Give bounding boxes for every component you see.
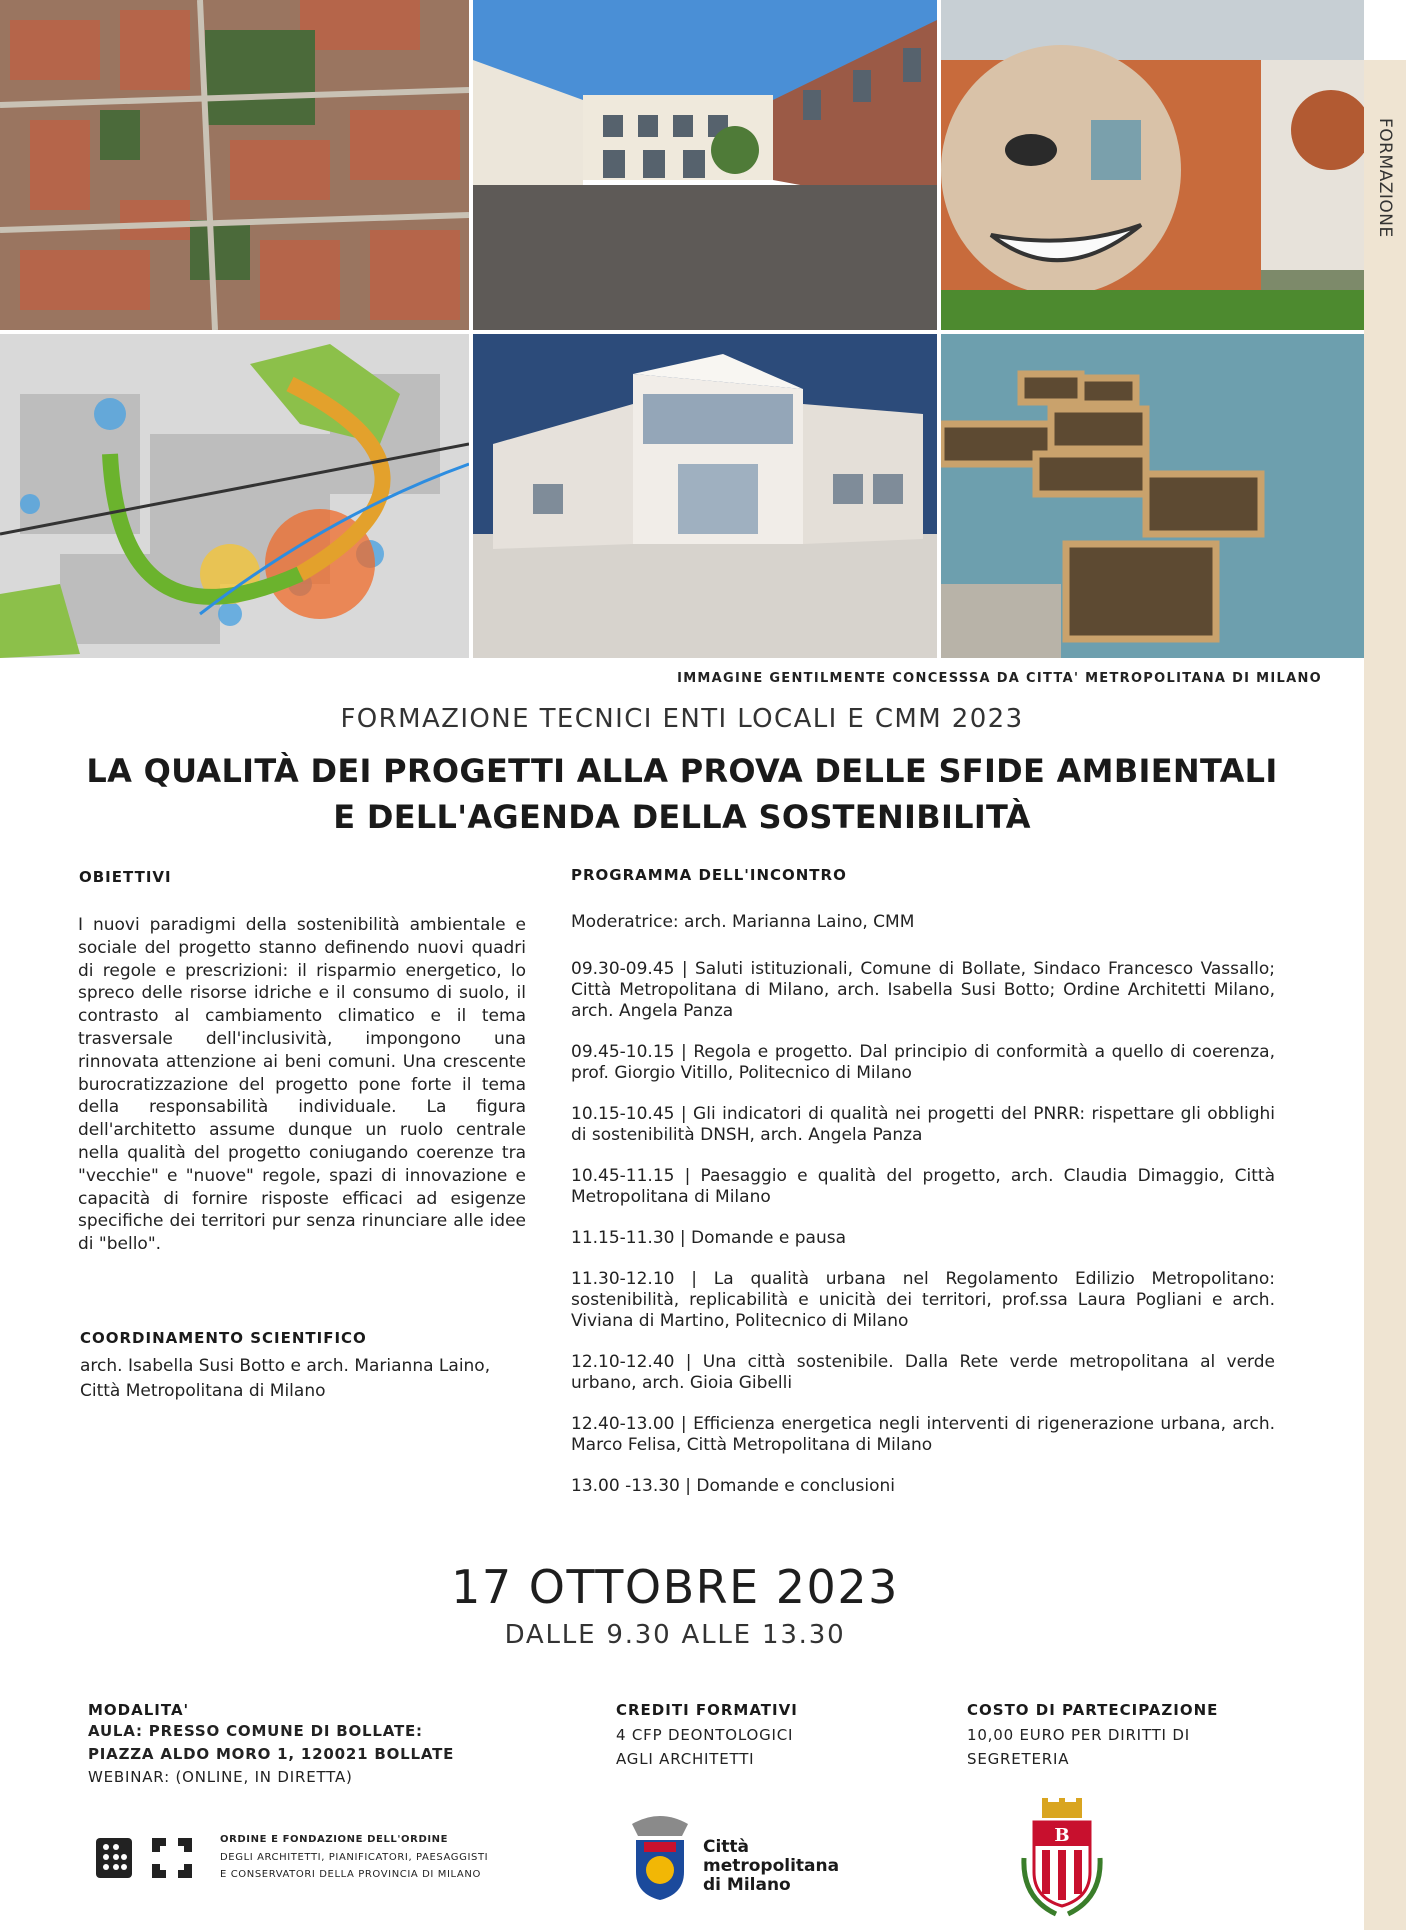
- modalita-line-2: PIAZZA ALDO MORO 1, 120021 BOLLATE: [88, 1745, 455, 1763]
- costo-line-2: SEGRETERIA: [967, 1750, 1070, 1768]
- program-item: 13.00 -13.30 | Domande e conclusioni: [571, 1476, 896, 1496]
- modalita-line-1: AULA: PRESSO COMUNE DI BOLLATE:: [88, 1722, 423, 1740]
- comune-bollate-crest: [1016, 1798, 1108, 1920]
- aerial-photo: [0, 0, 469, 330]
- program-item: 12.10-12.40 | Una città sostenibile. Dalla Rete verde metropolitana al verde urbano, arch. Gioia Gibelli: [571, 1352, 1275, 1393]
- coordination-heading: COORDINAMENTO SCIENTIFICO: [80, 1329, 367, 1347]
- title-line-1: LA QUALITÀ DEI PROGETTI ALLA PROVA DELLE SFIDE AMBIENTALI: [86, 752, 1278, 790]
- modalita-line-3: WEBINAR: (ONLINE, IN DIRETTA): [88, 1768, 353, 1786]
- building-render: [473, 334, 937, 658]
- program-item: 12.40-13.00 | Efficienza energetica negli interventi di rigenerazione urbana, arch. Marco Felisa, Città Metropolitana di Milano: [571, 1414, 1275, 1455]
- citta-metropolitana-crest: [624, 1812, 696, 1902]
- program-list: [571, 912, 1275, 1517]
- crediti-heading: CREDITI FORMATIVI: [616, 1701, 798, 1719]
- crediti-line-1: 4 CFP DEONTOLOGICI: [616, 1726, 794, 1744]
- program-item: 11.30-12.10 | La qualità urbana nel Regolamento Edilizio Metropolitano: sostenibilità, replicabilità e unicità dei territori, prof.ssa Laura Pogliani e arch. Viviana di Martino, Politecnico di Milano: [571, 1269, 1275, 1331]
- program-heading: PROGRAMMA DELL'INCONTRO: [571, 866, 847, 884]
- program-item: 09.30-09.45 | Saluti istituzionali, Comune di Bollate, Sindaco Francesco Vassallo; Città Metropolitana di Milano, arch. Isabella Susi Botto; Ordine Architetti Milano, arch. Angela Panza: [571, 959, 1275, 1021]
- cmm-text-line-3: di Milano: [703, 1875, 791, 1895]
- coordination-text: arch. Isabella Susi Botto e arch. Marianna Laino, Città Metropolitana di Milano: [80, 1356, 491, 1401]
- title-line-2: E DELL'AGENDA DELLA SOSTENIBILITÀ: [333, 798, 1031, 836]
- crediti-line-2: AGLI ARCHITETTI: [616, 1750, 755, 1768]
- side-label: FORMAZIONE: [1375, 118, 1395, 238]
- event-subtitle: FORMAZIONE TECNICI ENTI LOCALI E CMM 2023: [340, 704, 1024, 734]
- event-date: 17 OTTOBRE 2023: [451, 1560, 899, 1614]
- cmm-text-line-1: Città: [703, 1837, 750, 1857]
- costo-line-1: 10,00 EURO PER DIRITTI DI: [967, 1726, 1190, 1744]
- floating-gardens-photo: [941, 334, 1364, 658]
- program-item: 11.15-11.30 | Domande e pausa: [571, 1228, 847, 1248]
- cmm-text-line-2: metropolitana: [703, 1856, 840, 1876]
- ordine-text-line-3: E CONSERVATORI DELLA PROVINCIA DI MILANO: [220, 1869, 481, 1880]
- costo-heading: COSTO DI PARTECIPAZIONE: [967, 1701, 1219, 1719]
- side-band: [1364, 60, 1406, 1930]
- program-item: 09.45-10.15 | Regola e progetto. Dal principio di conformità a quello di coerenza, prof. Giorgio Vitillo, Politecnico di Milano: [571, 1042, 1275, 1083]
- program-item: 10.15-10.45 | Gli indicatori di qualità nei progetti del PNRR: rispettare gli obblighi di sostenibilità DNSH, arch. Angela Panza: [571, 1104, 1275, 1145]
- modalita-heading: MODALITA': [88, 1701, 190, 1719]
- program-moderator: Moderatrice: arch. Marianna Laino, CMM: [571, 912, 915, 932]
- event-title: [30, 748, 1334, 840]
- ordine-text-line-1: ORDINE E FONDAZIONE DELL'ORDINE: [220, 1834, 449, 1845]
- program-item: 10.45-11.15 | Paesaggio e qualità del progetto, arch. Claudia Dimaggio, Città Metropolitana di Milano: [571, 1166, 1275, 1207]
- ordine-architetti-logo: [94, 1833, 204, 1883]
- objectives-text: I nuovi paradigmi della sostenibilità ambientale e sociale del progetto stanno definendo nuovi quadri di regole e prescrizioni: il risparmio energetico, lo spreco delle risorse idriche e il consumo di suolo, il contrasto al cambiamento climatico e il tema trasversale dell'inclusività, impongono una rinnovata attenzione ai beni comuni. Una crescente burocratizzazione del progetto pone forte il tema della responsabilità individuale. La figura dell'architetto assume dunque un ruolo centrale nella qualità del progetto coniugando coerenze tra "vecchie" e "nuove" regole, spazi di innovazione e capacità di fornire risposte efficaci ad esigenze specifiche dei territori pur senza rinunciare alle idee di "bello".: [78, 915, 526, 1255]
- ordine-text-line-2: DEGLI ARCHITETTI, PIANIFICATORI, PAESAGGISTI: [220, 1852, 489, 1863]
- urban-plan-map: [0, 334, 469, 658]
- mural-photo: [941, 0, 1364, 330]
- objectives-heading: OBIETTIVI: [79, 868, 172, 886]
- event-time: DALLE 9.30 ALLE 13.30: [504, 1620, 846, 1650]
- bollate-letter: B: [1054, 1825, 1070, 1846]
- image-credit: IMMAGINE GENTILMENTE CONCESSSA DA CITTA' METROPOLITANA DI MILANO: [677, 671, 1322, 686]
- courtyard-photo: [473, 0, 937, 330]
